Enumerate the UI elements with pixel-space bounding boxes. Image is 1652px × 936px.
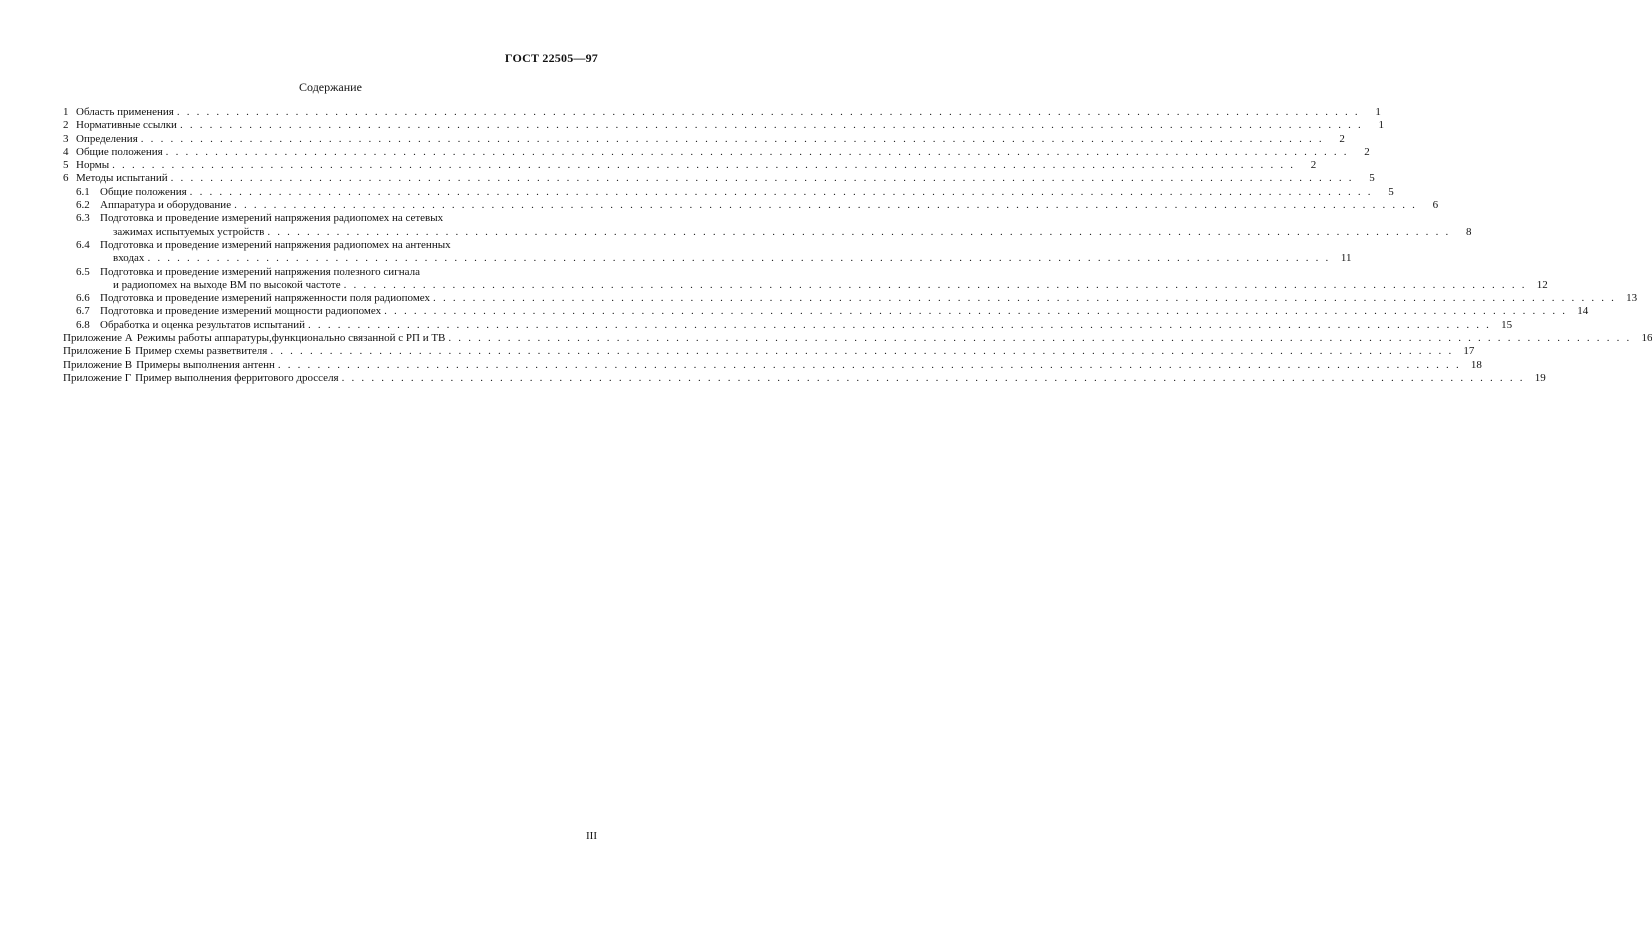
toc-entry-page: 16	[1641, 332, 1652, 345]
toc-entry-page: 2	[1339, 132, 1345, 145]
toc-entry-number: Приложение Б	[63, 345, 132, 358]
toc-entry	[63, 159, 1317, 172]
toc-title: Содержание	[299, 80, 362, 94]
dot-leader: . . . . . . . . . . . . . . . . . . . . . . . . . . . . . . . . . . . . . . . . . . . . . . . . . . . . . . . . . . . . . . . . . . . . . . . . . . . . . . . . . . . . . . . . . . . . . . . . . . . . . . . . . . . . . . . . . . . . . . . .	[234, 199, 1418, 212]
toc-entry-number: 2	[63, 119, 69, 132]
toc-entry-page: 18	[1470, 358, 1482, 371]
toc-entry	[63, 185, 1394, 199]
dot-leader: . . . . . . . . . . . . . . . . . . . . . . . . . . . . . . . . . . . . . . . . . . . . . . . . . . . . . . . . . . . . . . . . . . . . . . . . . . . . . . . . . . . . . . . . . . . . . . . . . . . . . . . . . . . . . . . . . . . . . . . .	[433, 292, 1617, 305]
toc-entry-page: 5	[1388, 185, 1394, 198]
toc-entry-title: Общие положения	[76, 145, 163, 158]
dot-leader: . . . . . . . . . . . . . . . . . . . . . . . . . . . . . . . . . . . . . . . . . . . . . . . . . . . . . . . . . . . . . . . . . . . . . . . . . . . . . . . . . . . . . . . . . . . . . . . . . . . . . . . . . . . . . . . . . . . . . . . .	[170, 172, 1354, 185]
toc-entry	[63, 345, 1475, 358]
toc-entry-page: 13	[1626, 292, 1638, 305]
toc-entry	[63, 212, 1472, 239]
toc-entry-title: Подготовка и проведение измерений мощности радиопомех	[100, 305, 382, 318]
toc-entry-page: 15	[1501, 318, 1513, 331]
dot-leader: . . . . . . . . . . . . . . . . . . . . . . . . . . . . . . . . . . . . . . . . . . . . . . . . . . . . . . . . . . . . . . . . . . . . . . . . . . . . . . . . . . . . . . . . . . . . . . . . . . . . . . . . . . . . . . . . . . . . . . . .	[277, 358, 1461, 371]
dot-leader: . . . . . . . . . . . . . . . . . . . . . . . . . . . . . . . . . . . . . . . . . . . . . . . . . . . . . . . . . . . . . . . . . . . . . . . . . . . . . . . . . . . . . . . . . . . . . . . . . . . . . . . . . . . . . . . . . . . . . . . .	[267, 225, 1451, 238]
toc-entry-title: и радиопомех на выходе ВМ по высокой частоте	[113, 278, 341, 291]
toc-entry-number: 4	[63, 145, 69, 158]
toc-entry	[63, 172, 1375, 185]
toc-entry-page: 12	[1536, 278, 1548, 291]
dot-leader: . . . . . . . . . . . . . . . . . . . . . . . . . . . . . . . . . . . . . . . . . . . . . . . . . . . . . . . . . . . . . . . . . . . . . . . . . . . . . . . . . . . . . . . . . . . . . . . . . . . . . . . . . . . . . . . . . . . . . . . .	[308, 318, 1492, 331]
toc-entry-title: Нормативные ссылки	[76, 119, 177, 132]
toc-entry-page: 11	[1340, 252, 1352, 265]
dot-leader: . . . . . . . . . . . . . . . . . . . . . . . . . . . . . . . . . . . . . . . . . . . . . . . . . . . . . . . . . . . . . . . . . . . . . . . . . . . . . . . . . . . . . . . . . . . . . . . . . . . . . . . . . . . . . . . . . . . . . . . .	[341, 371, 1525, 384]
dot-leader: . . . . . . . . . . . . . . . . . . . . . . . . . . . . . . . . . . . . . . . . . . . . . . . . . . . . . . . . . . . . . . . . . . . . . . . . . . . . . . . . . . . . . . . . . . . . . . . . . . . . . . . . . . . . . . . . . . . . . . . .	[147, 252, 1331, 265]
toc-entry-page: 19	[1534, 371, 1546, 384]
toc-entry-title: Пример выполнения ферритового дросселя	[135, 371, 339, 384]
toc-entry-title: Режимы работы аппаратуры,функционально связанной с РП и ТВ	[136, 332, 446, 345]
toc-entry-number: 6.5	[76, 265, 90, 278]
toc-entry-number: 6.2	[76, 199, 90, 212]
dot-leader: . . . . . . . . . . . . . . . . . . . . . . . . . . . . . . . . . . . . . . . . . . . . . . . . . . . . . . . . . . . . . . . . . . . . . . . . . . . . . . . . . . . . . . . . . . . . . . . . . . . . . . . . . . . . . . . . . . . . . . . .	[112, 159, 1296, 172]
toc-entry-page: 1	[1375, 106, 1381, 118]
toc-entry-title: Общие положения	[100, 185, 187, 198]
toc-entry-title: Нормы	[76, 159, 110, 172]
toc-entry-number: Приложение В	[63, 358, 133, 371]
dot-leader: . . . . . . . . . . . . . . . . . . . . . . . . . . . . . . . . . . . . . . . . . . . . . . . . . . . . . . . . . . . . . . . . . . . . . . . . . . . . . . . . . . . . . . . . . . . . . . . . . . . . . . . . . . . . . . . . . . . . . . . .	[176, 106, 1360, 118]
toc-entry-number: 5	[63, 159, 69, 172]
toc-entry	[63, 199, 1439, 212]
toc-entry	[63, 265, 1548, 293]
toc-entry-number: 6	[63, 172, 69, 185]
toc-entry-title: Пример схемы разветвителя	[135, 345, 268, 358]
toc-entry-title-line: Подготовка и проведение измерений напряжения полезного сигнала	[100, 265, 420, 278]
toc-entry-number: 6.7	[76, 305, 90, 318]
toc-entry-number: Приложение А	[63, 332, 133, 345]
toc-entry-page: 5	[1369, 172, 1375, 185]
dot-leader: . . . . . . . . . . . . . . . . . . . . . . . . . . . . . . . . . . . . . . . . . . . . . . . . . . . . . . . . . . . . . . . . . . . . . . . . . . . . . . . . . . . . . . . . . . . . . . . . . . . . . . . . . . . . . . . . . . . . . . . .	[165, 145, 1349, 158]
toc-entry-title: Обработка и оценка результатов испытаний	[100, 318, 306, 331]
toc-entry-title: Примеры выполнения антенн	[136, 358, 275, 371]
toc-entry	[63, 119, 1384, 132]
toc-entry-page: 8	[1465, 225, 1472, 238]
toc-entry	[63, 318, 1513, 332]
dot-leader: . . . . . . . . . . . . . . . . . . . . . . . . . . . . . . . . . . . . . . . . . . . . . . . . . . . . . . . . . . . . . . . . . . . . . . . . . . . . . . . . . . . . . . . . . . . . . . . . . . . . . . . . . . . . . . . . . . . . . . . .	[384, 305, 1568, 318]
toc-entry-number: 6.4	[76, 238, 90, 251]
toc-entry-number: 6.3	[76, 212, 90, 225]
toc-entry-page: 14	[1577, 305, 1589, 318]
dot-leader: . . . . . . . . . . . . . . . . . . . . . . . . . . . . . . . . . . . . . . . . . . . . . . . . . . . . . . . . . . . . . . . . . . . . . . . . . . . . . . . . . . . . . . . . . . . . . . . . . . . . . . . . . . . . . . . . . . . . . . . .	[343, 278, 1527, 291]
table-of-contents	[63, 106, 1652, 385]
toc-entry-number: 6.6	[76, 292, 90, 305]
dot-leader: . . . . . . . . . . . . . . . . . . . . . . . . . . . . . . . . . . . . . . . . . . . . . . . . . . . . . . . . . . . . . . . . . . . . . . . . . . . . . . . . . . . . . . . . . . . . . . . . . . . . . . . . . . . . . . . . . . . . . . . .	[270, 345, 1454, 358]
toc-entry-title: Методы испытаний	[76, 172, 168, 185]
toc-entry	[63, 292, 1638, 305]
toc-entry-page: 2	[1364, 145, 1370, 158]
page-number: III	[586, 830, 597, 842]
toc-entry-title: Аппаратура и оборудование	[100, 199, 232, 212]
toc-entry-title-line: Подготовка и проведение измерений напряжения радиопомех на сетевых	[100, 212, 444, 225]
standard-designation: ГОСТ 22505—97	[504, 51, 598, 65]
toc-entry-page: 6	[1432, 199, 1439, 212]
toc-entry	[63, 238, 1352, 266]
toc-entry-title: входах	[113, 252, 145, 265]
toc-entry-page: 1	[1378, 119, 1384, 132]
toc-entry	[63, 358, 1482, 372]
toc-entry-number: Приложение Г	[63, 371, 132, 384]
dot-leader: . . . . . . . . . . . . . . . . . . . . . . . . . . . . . . . . . . . . . . . . . . . . . . . . . . . . . . . . . . . . . . . . . . . . . . . . . . . . . . . . . . . . . . . . . . . . . . . . . . . . . . . . . . . . . . . . . . . . . . . .	[189, 185, 1373, 198]
toc-entry-title: зажимах испытуемых устройств	[113, 225, 265, 238]
toc-entry	[63, 332, 1652, 345]
toc-entry-number: 6.8	[76, 318, 90, 331]
toc-entry-page: 17	[1463, 345, 1475, 358]
dot-leader: . . . . . . . . . . . . . . . . . . . . . . . . . . . . . . . . . . . . . . . . . . . . . . . . . . . . . . . . . . . . . . . . . . . . . . . . . . . . . . . . . . . . . . . . . . . . . . . . . . . . . . . . . . . . . . . . . . . . . . . .	[140, 132, 1324, 145]
toc-entry-title: Область применения	[76, 106, 174, 118]
toc-entry-title: Определения	[76, 132, 138, 145]
toc-entry	[63, 132, 1345, 146]
toc-entry-page: 2	[1310, 159, 1317, 172]
toc-entry	[63, 145, 1370, 159]
toc-entry-number: 3	[63, 132, 69, 145]
toc-entry-title: Подготовка и проведение измерений напряженности поля радиопомех	[100, 292, 431, 305]
toc-entry	[63, 106, 1381, 119]
dot-leader: . . . . . . . . . . . . . . . . . . . . . . . . . . . . . . . . . . . . . . . . . . . . . . . . . . . . . . . . . . . . . . . . . . . . . . . . . . . . . . . . . . . . . . . . . . . . . . . . . . . . . . . . . . . . . . . . . . . . . . . .	[448, 332, 1632, 345]
dot-leader: . . . . . . . . . . . . . . . . . . . . . . . . . . . . . . . . . . . . . . . . . . . . . . . . . . . . . . . . . . . . . . . . . . . . . . . . . . . . . . . . . . . . . . . . . . . . . . . . . . . . . . . . . . . . . . . . . . . . . . . .	[179, 119, 1363, 132]
toc-entry-title-line: Подготовка и проведение измерений напряжения радиопомех на антенных	[100, 238, 451, 251]
toc-entry-number: 1	[63, 106, 69, 118]
toc-entry	[63, 305, 1589, 318]
toc-entry-number: 6.1	[76, 185, 90, 198]
toc-entry	[63, 371, 1546, 385]
